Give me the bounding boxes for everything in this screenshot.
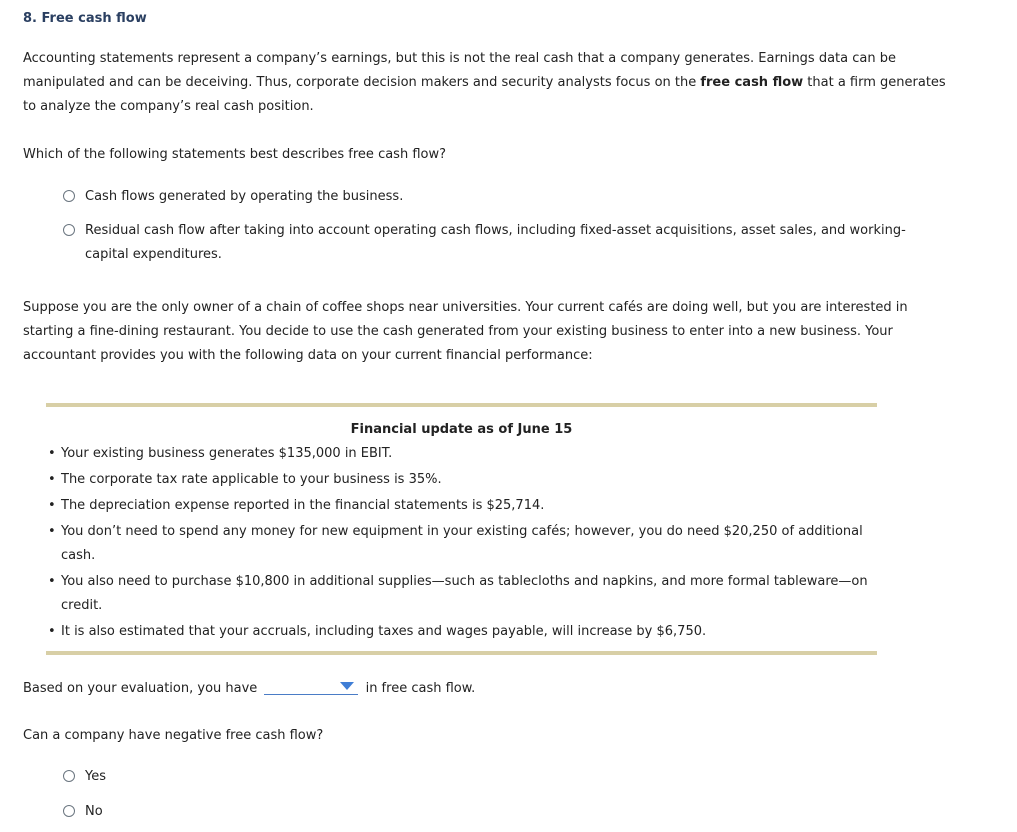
option-label: No [85,804,103,819]
evaluation-suffix: in free cash flow. [365,681,476,696]
intro-text-before: Accounting statements represent a company’s earnings, but this is not the real cash that a company generates. Earnings data can be manipulated and can be deceiving. Thus, corporate decision makers and security analysts focus on the [23,51,896,90]
evaluation-row [23,676,475,701]
radio-button-icon[interactable] [63,190,75,202]
list-item [46,468,877,492]
bullet-icon: • [48,624,56,639]
list-item [46,570,877,618]
intro-emphasis: free cash flow [700,75,804,90]
top-divider [46,403,877,407]
question2-option-no[interactable] [63,800,285,824]
financial-update-title: Financial update as of June 15 [350,422,573,437]
bottom-divider [46,651,877,655]
question1-option-2[interactable] [63,219,945,267]
evaluation-prefix: Based on your evaluation, you have [23,681,258,696]
list-item [46,442,877,466]
bullet-icon: • [48,574,56,589]
list-item-text: You also need to purchase $10,800 in additional supplies—such as tablecloths and napkins, and more formal tableware—on credit. [61,574,868,613]
option-label: Cash flows generated by operating the business. [85,189,404,204]
chevron-down-icon[interactable] [340,682,354,690]
radio-button-icon[interactable] [63,770,75,782]
list-item-text: You don’t need to spend any money for new equipment in your existing cafés; however, you do need $20,250 of additional cash. [61,524,863,563]
bullet-icon: • [48,524,56,539]
scenario-paragraph: Suppose you are the only owner of a chain of coffee shops near universities. Your current cafés are doing well, but you are interested in starting a fine-dining restaurant. You decide to use the cash generated from your existing business to enter into a new business. Your accountant provides you with the following data on your current financial performance: [23,300,908,363]
financial-update-box [46,403,877,655]
bullet-icon: • [48,498,56,513]
option-label: Residual cash flow after taking into account operating cash flows, including fixed-asset acquisitions, asset sales, and working-capital expenditures. [85,223,906,262]
bullet-icon: • [48,472,56,487]
question1-option-1[interactable] [63,185,945,209]
intro-paragraph [23,47,953,119]
bullet-icon: • [48,446,56,461]
list-item [46,620,877,644]
question2-text: Can a company have negative free cash flow? [23,728,324,743]
question2-options [63,765,285,824]
question1-options [63,185,945,267]
list-item-text: Your existing business generates $135,000 in EBIT. [61,446,393,461]
radio-button-icon[interactable] [63,805,75,817]
option-label: Yes [85,769,106,784]
intro-text-after: that a firm generates to analyze the company’s real cash position. [23,75,946,114]
page-title: 8. Free cash flow [23,11,147,26]
free-cash-flow-dropdown[interactable] [264,676,358,695]
question2-option-yes[interactable] [63,765,285,789]
list-item-text: The corporate tax rate applicable to your business is 35%. [61,472,442,487]
radio-button-icon[interactable] [63,224,75,236]
list-item [46,494,877,518]
financial-update-list [46,442,877,644]
list-item-text: It is also estimated that your accruals, including taxes and wages payable, will increase by $6,750. [61,624,707,639]
list-item [46,520,877,568]
question1-text: Which of the following statements best describes free cash flow? [23,147,446,162]
list-item-text: The depreciation expense reported in the financial statements is $25,714. [61,498,545,513]
